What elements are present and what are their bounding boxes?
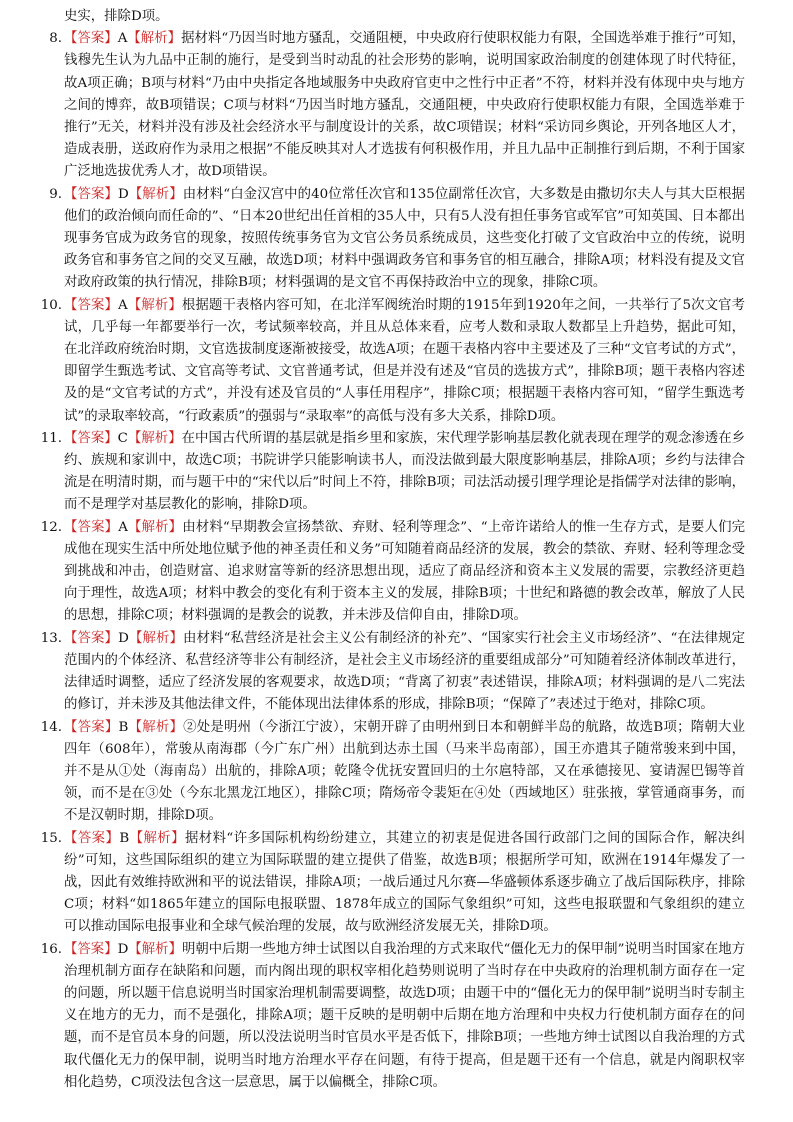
answer-letter: B [118,719,129,735]
answer-letter: A [118,519,128,535]
question-number: 15. [40,830,62,846]
answer-item [42,628,745,717]
analysis-text: 根据题干表格内容可知，在北洋军阀统治时期的1915年到1920年之间，一共举行了5次文官考试，几乎每一年都要举行一次，考试频率较高，并且从总体来看，应考人数和录取人数都呈上升趋势，据此可知，在北洋政府统治时期，文官选拔制度逐渐被接受，故选A项；在题干表格内容中主要述及了三种“文官考试的方式”，即留学生甄选考试、文官高等考试、文官普通考试，但是并没有述及“官员的选拔方式”，排除B项；题干表格内容述及的是“文官考试的方式”，并没有述及官员的“人事任用程序”，排除C项；根据题干表格内容可知，“留学生甄选考试”的录取率较高，“行政素质”的强弱与“录取率”的高低与没有多大关系，排除D项。 [64,297,746,424]
analysis-tag: 【解析】 [129,830,185,846]
question-number: 9. [49,186,62,202]
answer-tag: 【答案】 [64,830,120,846]
analysis-text: 在中国古代所谓的基层就是指乡里和家族，宋代理学影响基层教化就表现在理学的观念渗透在乡约、族规和家训中，故选C项；书院讲学只能影响读书人，而没法做到最大限度影响基层，排除A项；乡约与法律合流是在明清时期，而与题干中的“宋代以后”时间上不符，排除B项；司法活动援引理学理论是指儒学对法律的影响，而不是理学对基层教化的影响，排除D项。 [64,430,746,513]
answer-letter: C [117,430,128,446]
analysis-tag: 【解析】 [128,630,184,646]
answer-item [42,717,745,828]
answer-letter: A [118,297,128,313]
analysis-text: 明朝中后期一些地方绅士试图以自我治理的方式来取代“僵化无力的保甲制”说明当时国家在地方治理机制方面存在缺陷和问题，而内阁出现的职权宰相化趋势则说明了当时存在中央政府的治理机制方面存在一定的问题，所以题干信息说明当时国家治理机制需要调整，故选D项；由题干中的“僵化无力的保甲制”说明当时专制主义在地方的无力，而不是强化，排除A项；题干反映的是明朝中后期在地方治理和中央权力行使机制方面存在的问题，而不是官员本身的问题，所以没法说明当时官员水平是否低下，排除B项；一些地方绅士试图以自我治理的方式取代僵化无力的保甲制，说明当时地方治理水平存在问题，有待于提高，但是题干还有一个信息，就是内阁职权宰相化趋势，C项没法包含这一层意思，属于以偏概全，排除C项。 [64,941,746,1090]
question-number: 10. [40,297,62,313]
answer-tag: 【答案】 [64,186,118,202]
answer-letter: D [117,186,129,202]
answer-item [42,939,745,1094]
analysis-tag: 【解析】 [127,31,182,47]
answer-letter: A [117,31,128,47]
answer-tag: 【答案】 [64,31,118,47]
analysis-text: 由材料“白金汉宫中的40位常任次官和135位副常任次官，大多数是由撒切尔夫人与其大臣根据他们的政治倾向而任命的”、“日本20世纪出任首相的35人中，只有5人没有担任事务官或军官”可知英国、日本都出现事务官成为政务官的现象，按照传统事务官为文官公务员系统成员，这些变化打破了文官政治中立的传统，说明政务官和事务官之间的交叉互融，故选D项；材料中强调政务官和事务官的相互融合，排除A项；材料没有提及文官对政府政策的执行情况，排除B项；材料强调的是文官不再保持政治中立的现象，排除C项。 [64,186,746,291]
answer-tag: 【答案】 [64,941,118,957]
question-number: 11. [40,430,62,446]
answer-item [42,828,745,939]
analysis-tag: 【解析】 [128,186,183,202]
analysis-text: 据材料“许多国际机构纷纷建立，其建立的初衷是促进各国行政部门之间的国际合作，解决纠纷”可知，这些国际组织的建立为国际联盟的建立提供了借鉴，故选B项；根据所学可知，欧洲在1914年爆发了一战，因此有效维持欧洲和平的说法错误，排除A项；一战后通过凡尔赛—华盛顿体系逐步确立了战后国际秩序，排除C项；材料“如1865年建立的国际电报联盟、1878年成立的国际气象组织”可知，这些电报联盟和气象组织的建立可以推动国际电报事业和全球气候治理的发展，故与欧洲经济发展无关，排除D项。 [64,830,746,935]
answer-tag: 【答案】 [64,430,118,446]
question-number: 12. [40,519,62,535]
analysis-tag: 【解析】 [127,519,183,535]
answer-tag: 【答案】 [64,630,119,646]
question-number: 14. [40,719,62,735]
analysis-tag: 【解析】 [127,297,182,313]
analysis-tag: 【解析】 [127,430,182,446]
answer-letter: D [117,941,129,957]
answer-item [42,184,745,295]
question-number: 8. [49,31,62,47]
answer-tag: 【答案】 [64,519,119,535]
answer-item [42,428,745,517]
answer-tag: 【答案】 [64,297,119,313]
answer-item [42,28,745,183]
answer-letter: D [118,630,129,646]
answer-item [42,517,745,628]
answer-item [42,295,745,428]
analysis-tag: 【解析】 [128,719,184,735]
answer-list [42,28,745,1094]
analysis-tag: 【解析】 [128,941,182,957]
answer-tag: 【答案】 [64,719,119,735]
question-number: 16. [40,941,62,957]
intro-line: 史实，排除D项。 [64,9,169,24]
analysis-text: 由材料“私营经济是社会主义公有制经济的补充”、“国家实行社会主义市场经济”、“在法律规定范围内的个体经济、私营经济等非公有制经济，是社会主义市场经济的重要组成部分”可知随着经济体制改革进行，法律适时调整，适应了经济发展的客观要求，故选D项；“背离了初衷”表述错误，排除A项；材料强调的是八二宪法的修订，并未涉及其他法律文件，不能体现出法律体系的形成，排除B项；“保障了”表述过于绝对，排除C项。 [64,630,745,713]
answer-letter: B [119,830,130,846]
analysis-text: 由材料“早期教会宣扬禁欲、弃财、轻利等理念”、“上帝许诺给人的惟一生存方式，是要人们完成他在现实生活中所处地位赋予他的神圣责任和义务”可知随着商品经济的发展，教会的禁欲、弃财、轻利等理念受到挑战和冲击，创造财富、追求财富等新的经济思想出现，适应了商品经济和资本主义发展的需要，宗教经济更趋向于理性，故选A项；材料中教会的变化有利于资本主义的发展，排除B项；十世纪和路德的教会改革，解放了人民的思想，排除C项；材料强调的是教会的说教，并未涉及信仰自由，排除D项。 [64,519,746,624]
analysis-text: 据材料“乃因当时地方骚乱，交通阻梗，中央政府行使职权能力有限，全国选举难于推行”可知，钱穆先生认为九品中正制的施行，是受到当时动乱的社会形势的影响，说明国家政治制度的创建体现了时代特征，故A项正确；B项与材料“乃由中央指定各地域服务中央政府官吏中之性行中正者”不符，材料并没有体现中央与地方之间的博弈，故B项错误；C项与材料“乃因当时地方骚乱，交通阻梗，中央政府行使职权能力有限，全国选举难于推行”无关，材料并没有涉及社会经济水平与制度设计的关系，故C项错误；材料“采访同乡舆论，开列各地区人才，造成表册，送政府作为录用之根据”不能反映其对人才选拔有何积极作用，并且九品中正制推行到后期，不利于国家广泛地选拔优秀人才，故D项错误。 [64,31,746,180]
analysis-text: ②处是明州（今浙江宁波），宋朝开辟了由明州到日本和朝鲜半岛的航路，故选B项；隋朝大业四年（608年），常骏从南海郡（今广东广州）出航到达赤土国（马来半岛南部），国王亦遣其子随常骏来到中国，并不是从①处（海南岛）出航的，排除A项；乾隆令优抚安置回归的土尔扈特部，又在承德接见、宴请渥巴锡等首领，而不是在③处（今东北黑龙江地区），排除C项；隋炀帝令裴矩在④处（西域地区）驻张掖，掌管通商事务，而不是汉朝时期，排除D项。 [64,719,745,824]
question-number: 13. [40,630,62,646]
